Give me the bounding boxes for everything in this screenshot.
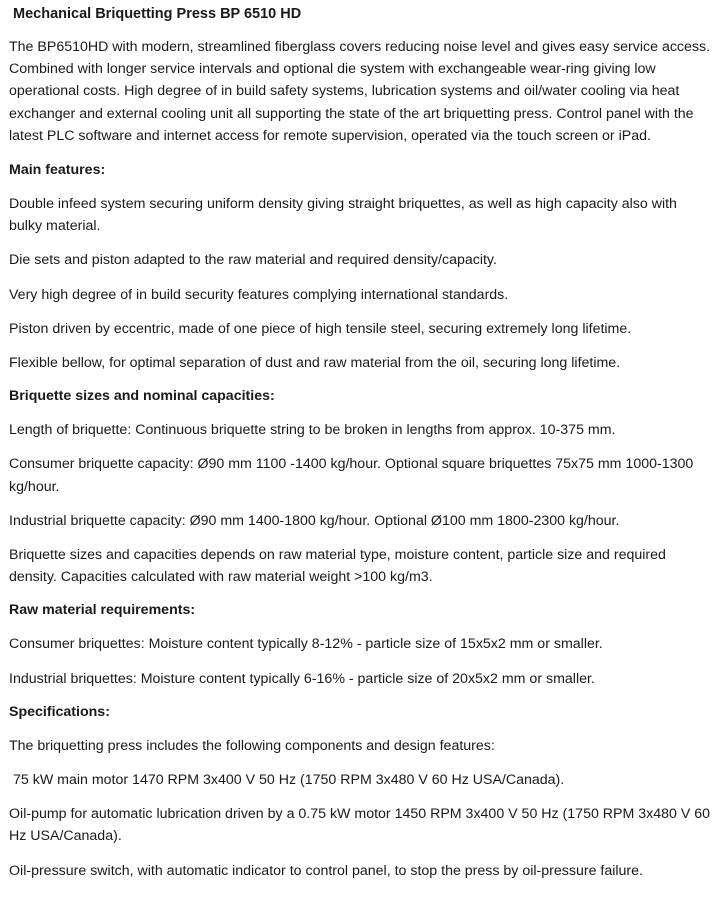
document-title: Mechanical Briquetting Press BP 6510 HD: [13, 6, 302, 22]
briquette-size-paragraph: Length of briquette: Continuous briquette string to be broken in lengths from approx. 10-375 mm.: [9, 422, 616, 439]
raw-material-paragraph: Consumer briquettes: Moisture content typically 8-12% - particle size of 15x5x2 mm or smaller.: [9, 636, 603, 653]
specification-paragraph: 75 kW main motor 1470 RPM 3x400 V 50 Hz (1750 RPM 3x480 V 60 Hz USA/Canada).: [13, 772, 565, 789]
feature-paragraph: Die sets and piston adapted to the raw material and required density/capacity.: [9, 252, 497, 269]
main-features-heading: Main features:: [9, 162, 106, 179]
briquette-size-paragraph: Industrial briquette capacity: Ø90 mm 1400-1800 kg/hour. Optional Ø100 mm 1800-2300 kg/hour.: [9, 512, 620, 529]
specifications-heading: Specifications:: [9, 703, 110, 720]
feature-paragraph: Flexible bellow, for optimal separation of dust and raw material from the oil, securing long lifetime.: [9, 355, 621, 372]
feature-paragraph: Piston driven by eccentric, made of one piece of high tensile steel, securing extremely long lifetime.: [9, 320, 632, 337]
briquette-size-paragraph: Consumer briquette capacity: Ø90 mm 1100 -1400 kg/hour. Optional square briquettes 75x75 mm 1000-1300 kg/hour.: [9, 456, 694, 495]
specification-paragraph: Oil-pump for automatic lubrication driven by a 0.75 kW motor 1450 RPM 3x400 V 50 Hz (1750 RPM 3x480 V 60 Hz USA/Canada).: [9, 806, 711, 845]
raw-material-paragraph: Industrial briquettes: Moisture content typically 6-16% - particle size of 20x5x2 mm or smaller.: [9, 670, 595, 687]
feature-paragraph: Very high degree of in build security features complying international standards.: [9, 286, 509, 303]
raw-material-heading: Raw material requirements:: [9, 602, 196, 619]
document-body: [9, 4, 713, 894]
briquette-size-paragraph: Briquette sizes and capacities depends on raw material type, moisture content, particle size and required density. Capacities calculated with raw material weight >100 kg/m3.: [9, 547, 666, 586]
specification-paragraph: Oil-pressure switch, with automatic indicator to control panel, to stop the press by oil-pressure failure.: [9, 862, 643, 879]
feature-paragraph: Double infeed system securing uniform density giving straight briquettes, as well as high capacity also with bulky material.: [9, 196, 677, 235]
specification-paragraph: The briquetting press includes the following components and design features:: [9, 737, 495, 754]
briquette-sizes-heading: Briquette sizes and nominal capacities:: [9, 388, 275, 405]
intro-paragraph: The BP6510HD with modern, streamlined fiberglass covers reducing noise level and gives easy service access. Combined with longer service intervals and optional die system with exchangeable wear-ring giving low operational costs. High degree of in build safety systems, lubrication systems and oil/water cooling via heat exchanger and external cooling unit all supporting the state of the art briquetting press. Control panel with the latest PLC software and internet access for remote supervision, operated via the touch screen or iPad.: [9, 39, 711, 144]
